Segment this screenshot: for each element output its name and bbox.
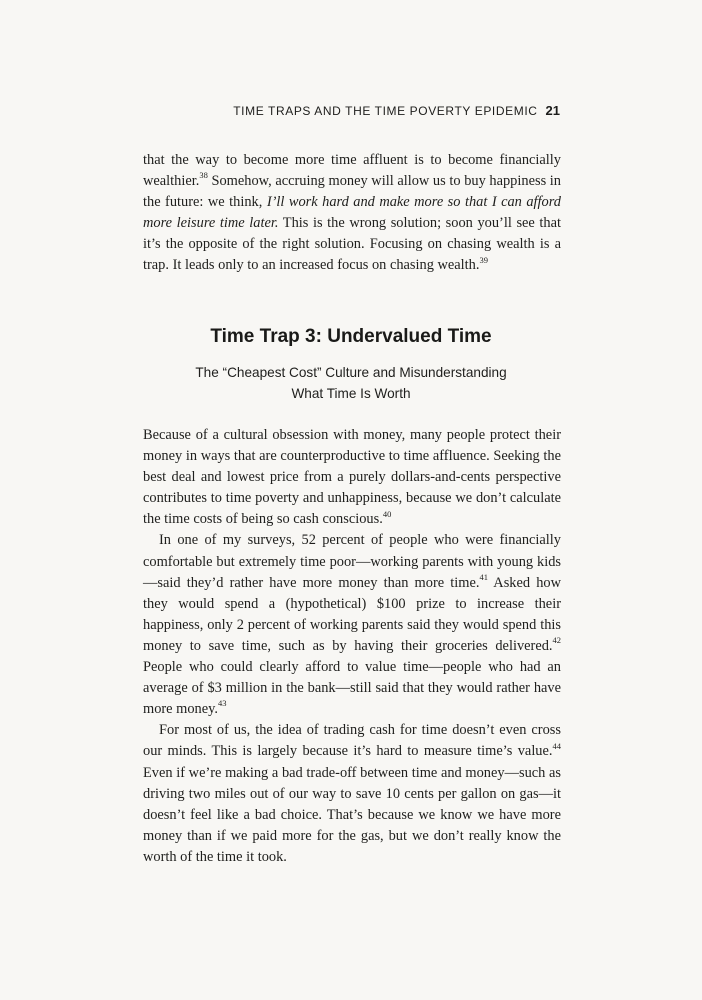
- paragraph-text: This is the wrong solution; soon you’ll see that it’s the opposite of the right solution. Focusing on chasing wealth is a trap. It leads only to an increased focus on chasing wealth.: [143, 215, 561, 274]
- page-number: 21: [545, 103, 560, 118]
- paragraph-text: Somehow, accruing money will allow us to buy happiness in the future: we think,: [143, 173, 561, 211]
- subheading-line: The “Cheapest Cost” Culture and Misunderstanding: [195, 365, 507, 380]
- paragraph-text: People who could clearly afford to value time—people who had an average of $3 million in the bank—still said that they would rather have more money.: [143, 659, 561, 718]
- paragraph-text: For most of us, the idea of trading cash for time doesn’t even cross our minds. This is largely because it’s hard to measure time’s value.: [143, 722, 561, 760]
- body-text-top: [143, 150, 561, 277]
- endnote-ref: 44: [552, 740, 561, 751]
- italic-thought: I’ll work hard and make more so that I can afford more leisure time later.: [143, 194, 561, 232]
- body-text-main: [143, 425, 561, 868]
- paragraph: [143, 425, 561, 530]
- endnote-ref: 40: [382, 508, 392, 519]
- running-title: TIME TRAPS AND THE TIME POVERTY EPIDEMIC: [233, 104, 538, 118]
- endnote-ref: 38: [199, 170, 208, 181]
- paragraph: [143, 720, 561, 868]
- paragraph-text: In one of my surveys, 52 percent of people who were financially comfortable but extremely time poor—working parents with young kids—said they’d rather have more money than more time.: [143, 532, 561, 591]
- endnote-ref: 43: [218, 698, 227, 709]
- endnote-ref: 42: [552, 635, 561, 646]
- section-subheading: [0, 362, 702, 404]
- paragraph-text: Even if we’re making a bad trade-off between time and money—such as driving two miles out of our way to save 10 cents per gallon on gas—it doesn’t feel like a bad choice. That’s because we know we have more money than if we paid more for the gas, but we don’t really know the worth of the time it took.: [143, 764, 561, 865]
- section-heading: Time Trap 3: Undervalued Time: [210, 326, 492, 347]
- running-header: [233, 103, 560, 118]
- paragraph: [143, 150, 561, 277]
- paragraph-text: that the way to become more time affluent is to become financially wealthier.: [143, 152, 561, 190]
- endnote-ref: 39: [479, 254, 488, 265]
- subheading-line: What Time Is Worth: [291, 386, 411, 401]
- paragraph-text: Because of a cultural obsession with money, many people protect their money in ways that are counterproductive to time affluence. Seeking the best deal and lowest price from a purely dollars-and-cents perspective contributes to time poverty and unhappiness, because we don’t calculate the time costs of being so cash conscious.: [143, 427, 561, 528]
- paragraph-text: Asked how they would spend a (hypothetical) $100 prize to increase their happiness, only 2 percent of working parents said they would spend this money to save time, such as by having their groceries delivered.: [143, 574, 561, 654]
- paragraph: [143, 530, 561, 720]
- endnote-ref: 41: [479, 571, 488, 582]
